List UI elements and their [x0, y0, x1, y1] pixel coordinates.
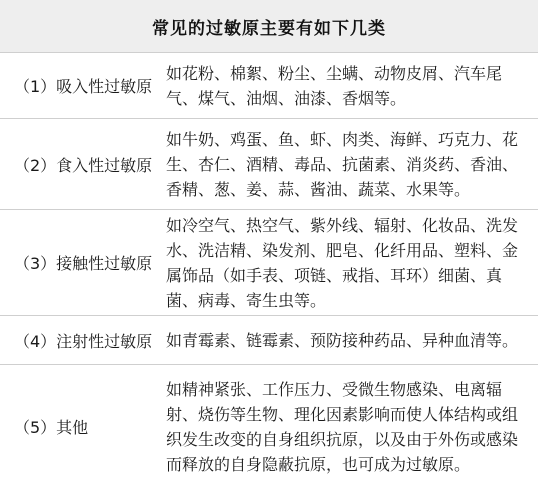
- row-content: [166, 316, 532, 364]
- table-row: [0, 119, 538, 210]
- table-row: [0, 210, 538, 316]
- row-content-text: 如冷空气、热空气、紫外线、辐射、化妆品、洗发水、洗洁精、染发剂、肥皂、化纤用品、塑料、金属饰品（如手表、项链、戒指、耳环）细菌、真菌、病毒、寄生虫等。: [166, 215, 519, 310]
- row-content: [166, 119, 532, 209]
- table-row: [0, 53, 538, 119]
- row-content-text: 如花粉、棉絮、粉尘、尘螨、动物皮屑、汽车尾气、煤气、油烟、油漆、香烟等。: [166, 63, 503, 108]
- table-row: [0, 365, 538, 488]
- row-content-text: 如精神紧张、工作压力、受微生物感染、电离辐射、烧伤等生物、理化因素影响而使人体结构或组织发生改变的自身组织抗原，以及由于外伤或感染而释放的自身隐蔽抗原，也可成为过敏原。: [166, 379, 519, 474]
- table-title: 常见的过敏原主要有如下几类: [0, 0, 538, 53]
- row-content-text: 如牛奶、鸡蛋、鱼、虾、肉类、海鲜、巧克力、花生、杏仁、酒精、毒品、抗菌素、消炎药、香油、香精、葱、姜、蒜、酱油、蔬菜、水果等。: [166, 129, 519, 199]
- row-label: （4）注射性过敏原: [14, 331, 153, 351]
- row-content-text: 如青霉素、链霉素、预防接种药品、异种血清等。: [166, 330, 519, 350]
- row-content: [166, 210, 532, 315]
- row-content: [166, 365, 532, 488]
- row-label: （2）食入性过敏原: [14, 155, 153, 175]
- row-label: （3）接触性过敏原: [14, 254, 153, 273]
- row-content: [166, 53, 532, 118]
- row-label: （5）其他: [14, 418, 89, 437]
- table-row: [0, 316, 538, 365]
- row-label: （1）吸入性过敏原: [14, 77, 153, 96]
